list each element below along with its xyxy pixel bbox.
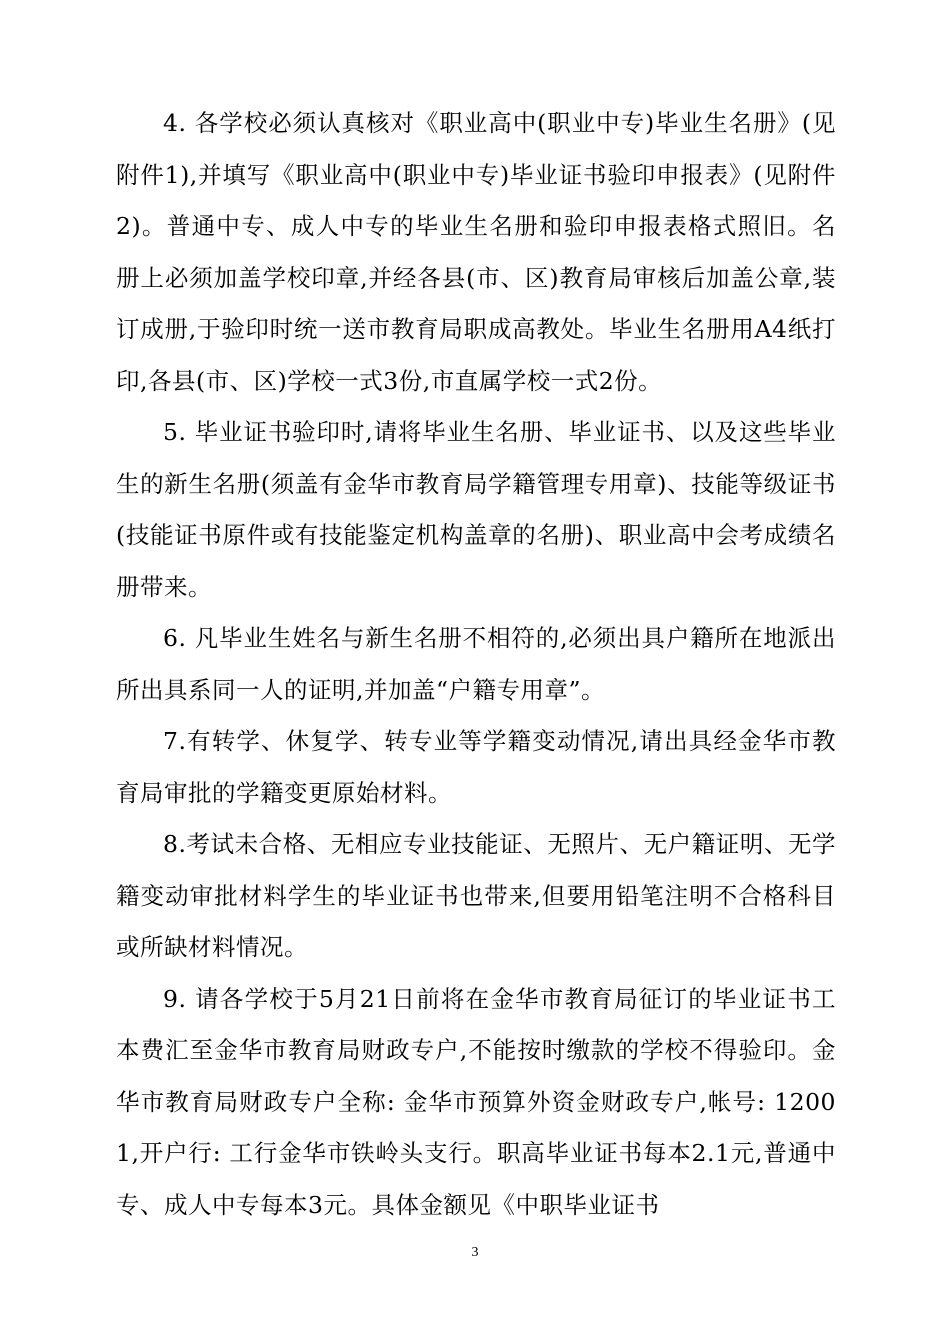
paragraph-item-5: 5. 毕业证书验印时,请将毕业生名册、毕业证书、以及这些毕业生的新生名册(须盖有金华市教育局学籍管理专用章)、技能等级证书(技能证书原件或有技能鉴定机构盖章的名册)、职业高中会考成绩名册带来。 <box>116 418 836 601</box>
paragraph-item-8: 8.考试未合格、无相应专业技能证、无照片、无户籍证明、无学籍变动审批材料学生的毕业证书也带来,但要用铅笔注明不合格科目或所缺材料情况。 <box>116 830 836 961</box>
page-number: 3 <box>471 1245 479 1260</box>
document-body <box>116 98 836 1231</box>
paragraph-item-9: 9. 请各学校于5月21日前将在金华市教育局征订的毕业证书工本费汇至金华市教育局财政专户,不能按时缴款的学校不得验印。金华市教育局财政专户全称: 金华市预算外资金财政专户,帐号: 12001,开户行: 工行金华市铁岭头支行。职高毕业证书每本2.1元,普通中专、成人中专每本3元。具体金额见《中职毕业证书 <box>116 984 836 1219</box>
paragraph-item-4: 4. 各学校必须认真核对《职业高中(职业中专)毕业生名册》(见附件1),并填写《职业高中(职业中专)毕业证书验印申报表》(见附件2)。普通中专、成人中专的毕业生名册和验印申报表格式照旧。名册上必须加盖学校印章,并经各县(市、区)教育局审核后加盖公章,装订成册,于验印时统一送市教育局职成高教处。毕业生名册用A4纸打印,各县(市、区)学校一式3份,市直属学校一式2份。 <box>116 109 836 395</box>
paragraph-item-7: 7.有转学、休复学、转专业等学籍变动情况,请出具经金华市教育局审批的学籍变更原始材料。 <box>116 727 836 807</box>
paragraph-item-6: 6. 凡毕业生姓名与新生名册不相符的,必须出具户籍所在地派出所出具系同一人的证明,并加盖“户籍专用章”。 <box>116 624 836 704</box>
